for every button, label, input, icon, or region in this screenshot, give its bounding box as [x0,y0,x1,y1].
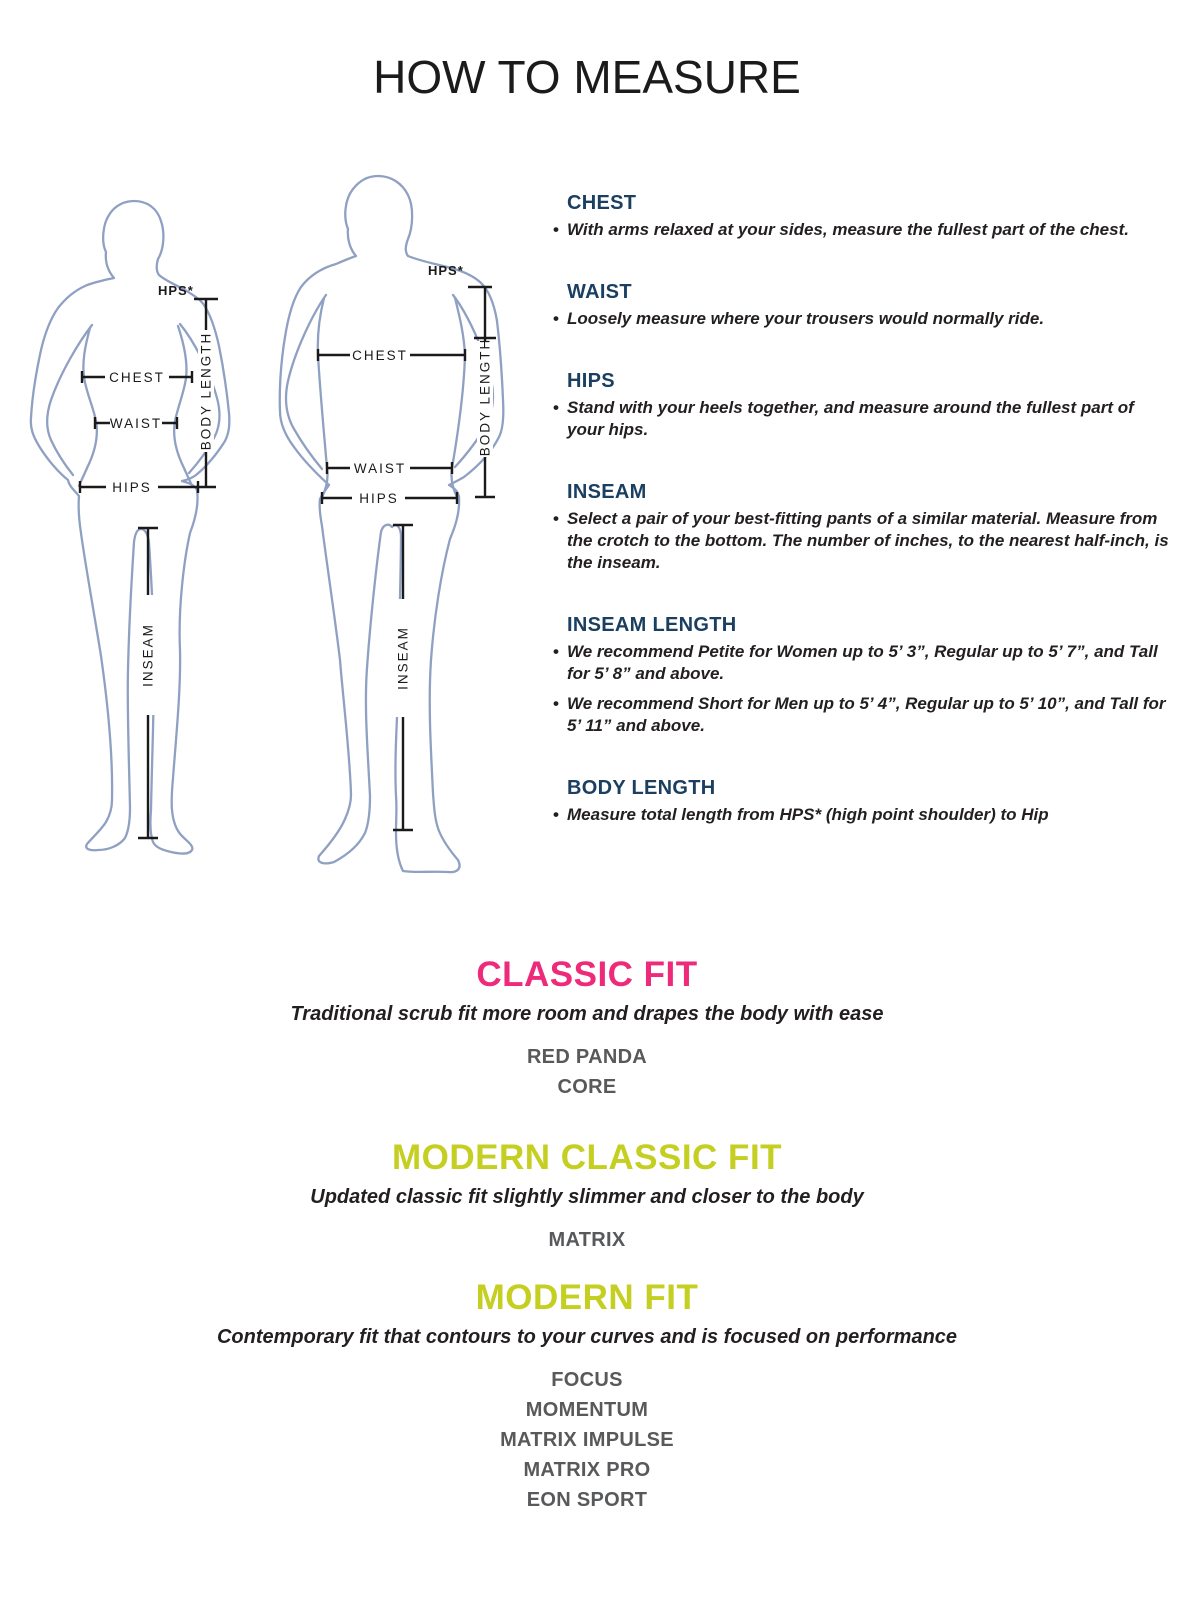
instruction-bullet: • Measure total length from HPS* (high point shoulder) to Hip [553,804,1171,826]
instruction-chest [553,190,1171,241]
fit-description: Traditional scrub fit more room and drapes the body with ease [290,1003,884,1025]
instruction-hips [553,368,1171,441]
instruction-inseam-length [553,612,1171,737]
male-waist-label: WAIST [353,461,407,476]
brand-item: MATRIX [548,1229,626,1251]
brand-item: CORE [557,1076,617,1098]
instruction-bullet: • Select a pair of your best-fitting pants of a similar material. Measure from the crotch to the bottom. The number of inches, to the nearest half-inch, is the inseam. [553,508,1171,574]
fit-title: MODERN CLASSIC FIT [391,1138,783,1177]
brand-item: MATRIX IMPULSE [500,1429,674,1451]
brand-item: MATRIX PRO [523,1459,651,1481]
instruction-heading: CHEST [567,192,637,214]
female-hips-label: HIPS [112,480,152,495]
male-figure-diagram [262,163,517,888]
fit-title: CLASSIC FIT [476,955,698,994]
instruction-heading: INSEAM LENGTH [567,614,737,636]
fit-brand-list [0,1365,1174,1515]
male-inseam-label: INSEAM [395,626,411,690]
brand-item: MOMENTUM [525,1399,649,1421]
fit-brand-list [0,1042,1174,1102]
instruction-bullet: • Stand with your heels together, and measure around the fullest part of your hips. [553,397,1171,441]
male-hips-label: HIPS [359,491,399,506]
fit-brand-list [0,1225,1174,1255]
instruction-heading: INSEAM [567,481,647,503]
measurement-instructions [553,190,1171,864]
male-chest-label: CHEST [352,348,408,363]
fit-section-classic [0,955,1174,1102]
brand-item: FOCUS [551,1369,623,1391]
fit-description: Updated classic fit slightly slimmer and closer to the body [310,1186,864,1208]
fit-description: Contemporary fit that contours to your curves and is focused on performance [216,1326,958,1348]
instruction-heading: WAIST [567,281,632,303]
male-body-length-label: BODY LENGTH [477,337,493,457]
female-waist-label: WAIST [109,416,163,431]
female-body-length-label: BODY LENGTH [198,331,214,451]
brand-item: EON SPORT [526,1489,648,1511]
instruction-bullet: • We recommend Short for Men up to 5’ 4”, Regular up to 5’ 10”, and Tall for 5’ 11” and above. [553,693,1171,737]
female-hps-label: HPS* [158,283,194,298]
female-chest-label: CHEST [109,370,165,385]
instruction-waist [553,279,1171,330]
female-inseam-label: INSEAM [140,623,156,687]
female-measurements [80,283,218,838]
instruction-bullet: • With arms relaxed at your sides, measure the fullest part of the chest. [553,219,1171,241]
female-figure-diagram [8,178,252,878]
instruction-body-length [553,775,1171,826]
instruction-bullet: • Loosely measure where your trousers would normally ride. [553,308,1171,330]
male-body-outline-icon [280,176,504,872]
instruction-bullet: • We recommend Petite for Women up to 5’ 3”, Regular up to 5’ 7”, and Tall for 5’ 8” and above. [553,641,1171,685]
fit-section-modern-classic [0,1138,1174,1255]
male-hps-label: HPS* [428,263,464,278]
instruction-heading: HIPS [567,370,615,392]
fit-section-modern [0,1278,1174,1515]
instruction-heading: BODY LENGTH [567,777,716,799]
fit-title: MODERN FIT [475,1278,699,1317]
page-title: HOW TO MEASURE [373,51,801,103]
instruction-inseam [553,479,1171,574]
male-measurements [318,263,496,830]
brand-item: RED PANDA [526,1046,648,1068]
